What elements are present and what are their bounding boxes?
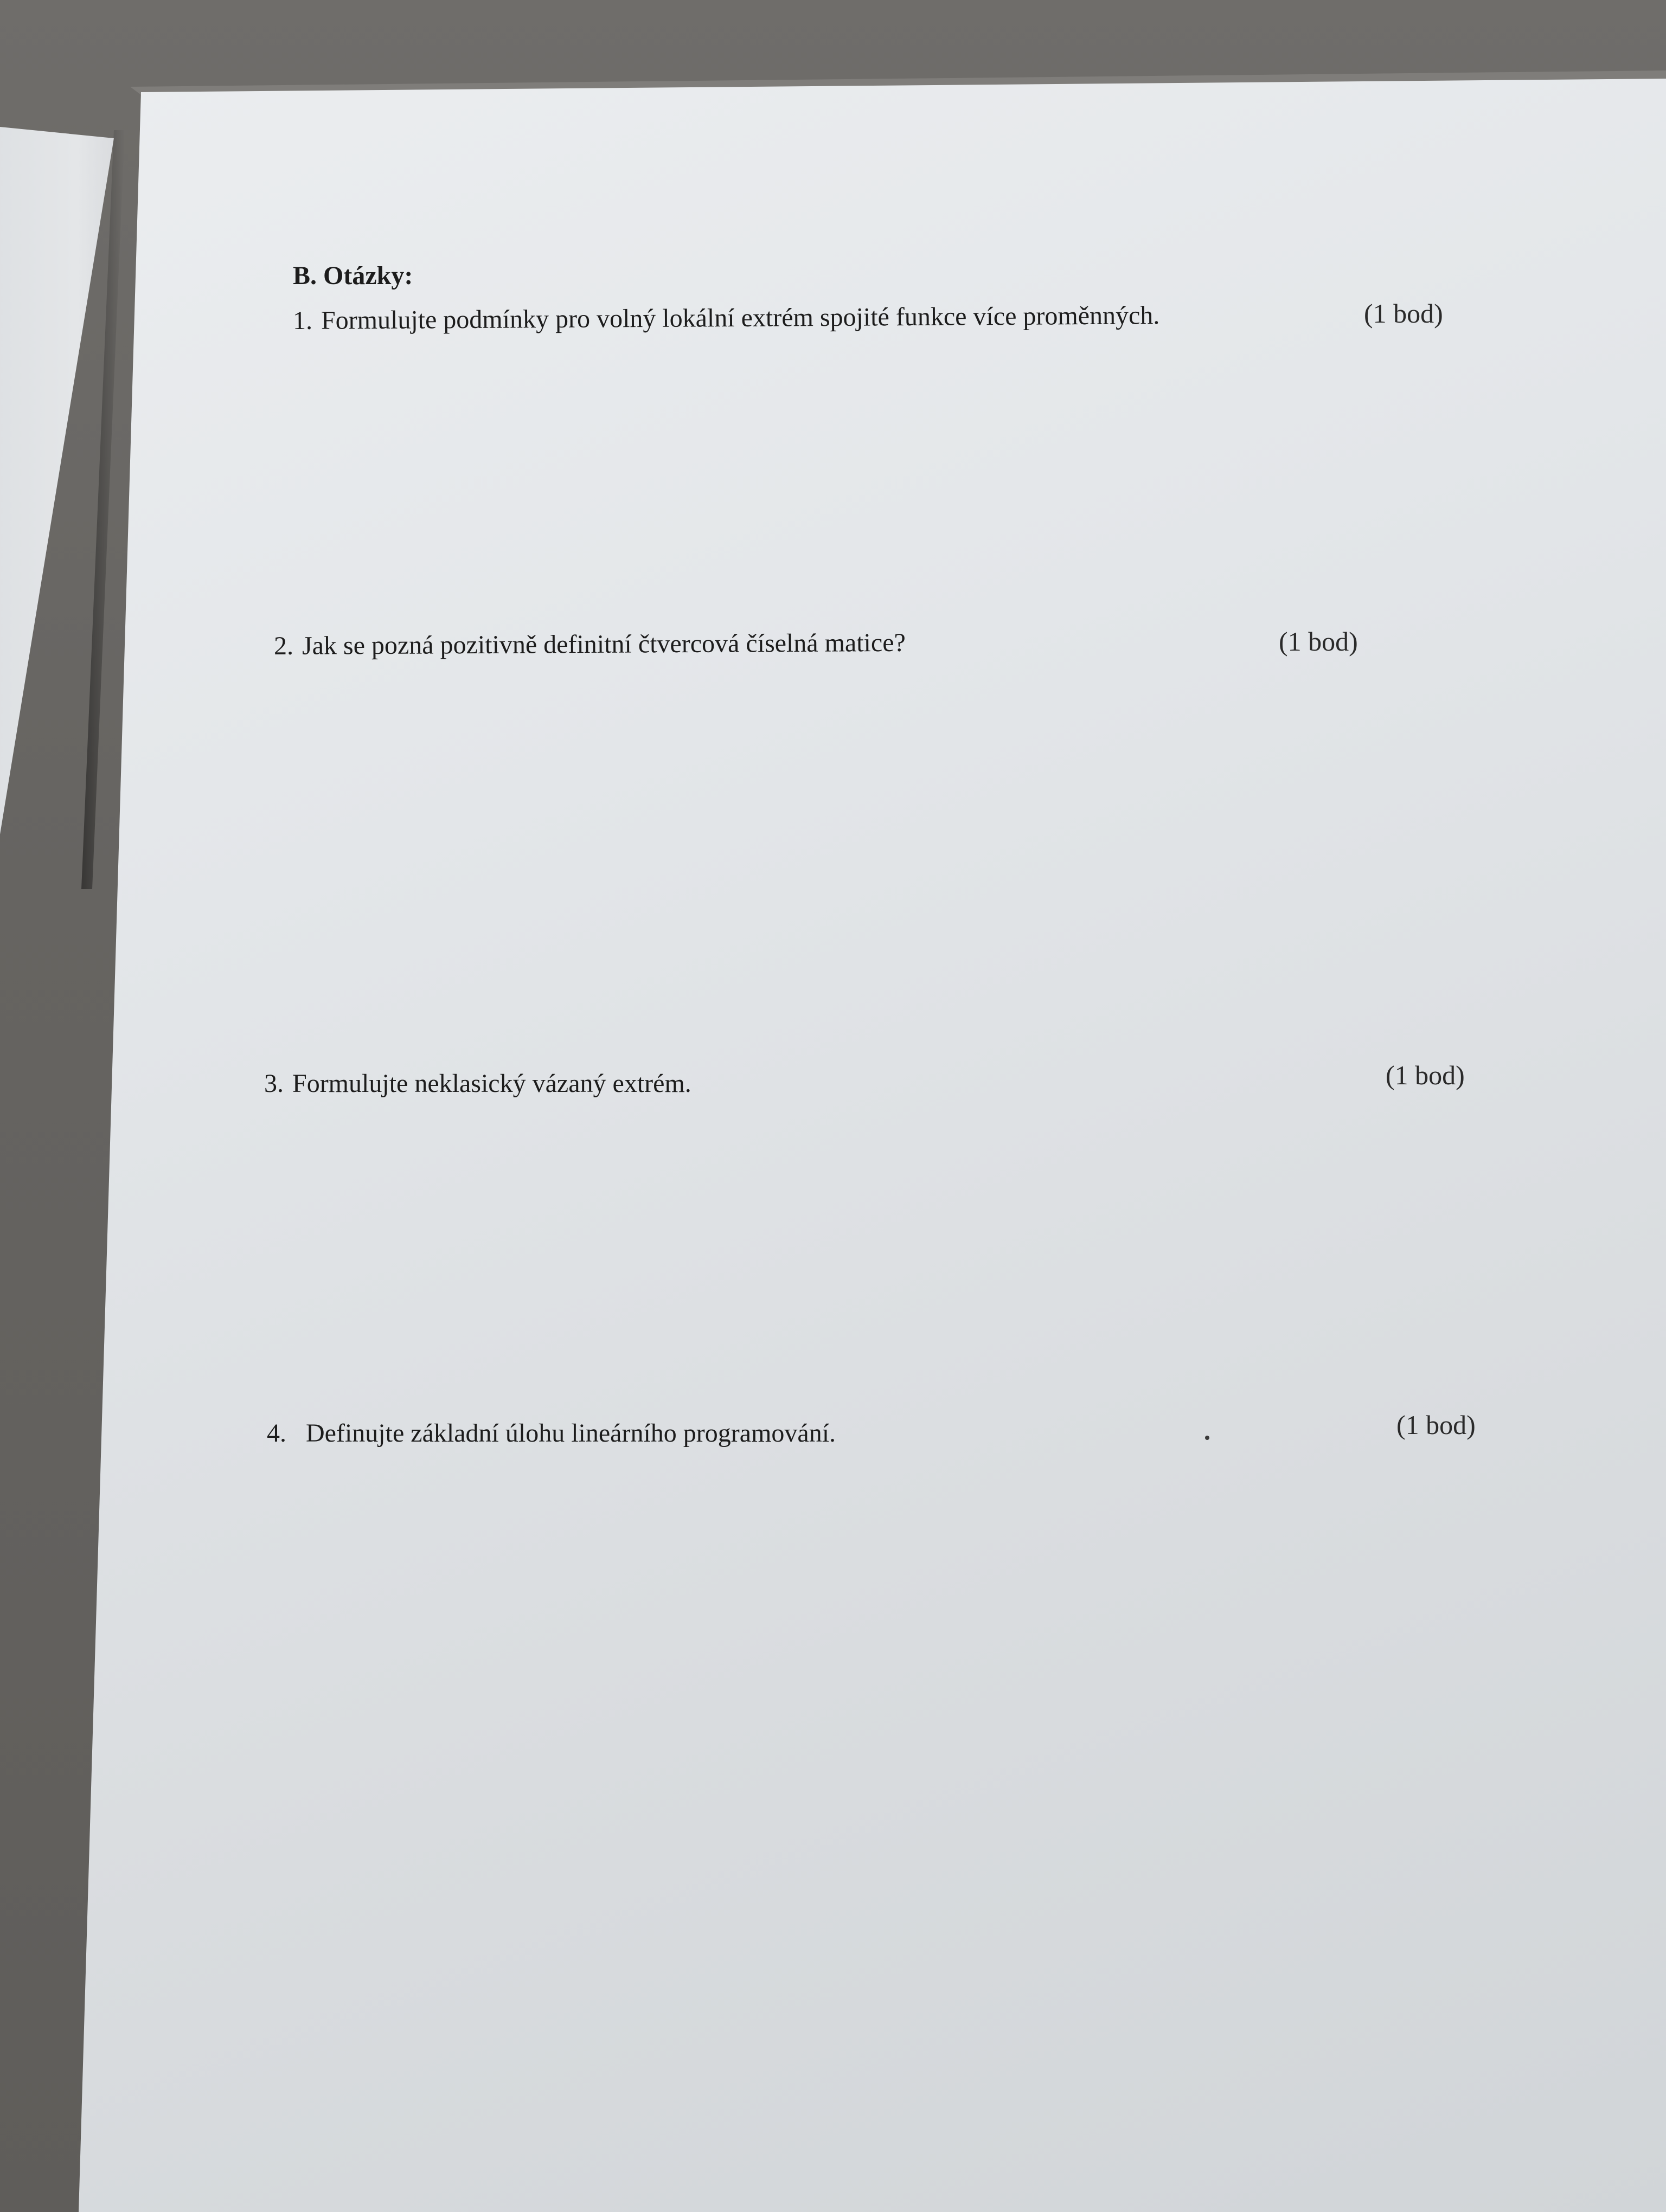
question-1-text: Formulujte podmínky pro volný lokální extrém spojité funkce více proměnných. (321, 301, 1160, 335)
question-3-text: Formulujte neklasický vázaný extrém. (292, 1069, 691, 1098)
question-4-points: (1 bod) (1396, 1410, 1476, 1440)
section-heading: B. Otázky: (293, 261, 413, 290)
question-1-points: (1 bod) (1364, 298, 1443, 329)
question-2-points: (1 bod) (1279, 626, 1358, 657)
question-4 (267, 1420, 836, 1446)
question-2-number: 2. (273, 631, 294, 660)
question-2 (274, 630, 906, 659)
question-1-number: 1. (292, 306, 313, 335)
question-3-number: 3. (264, 1069, 284, 1098)
question-4-number: 4. (267, 1419, 286, 1448)
question-4-text: Definujte základní úlohu lineárního programování. (306, 1419, 836, 1448)
question-3-points: (1 bod) (1386, 1060, 1465, 1090)
stray-mark (1205, 1436, 1209, 1440)
question-3 (264, 1071, 691, 1097)
question-1 (293, 303, 1160, 334)
question-2-text: Jak se pozná pozitivně definitní čtvercová číselná matice? (302, 628, 906, 660)
